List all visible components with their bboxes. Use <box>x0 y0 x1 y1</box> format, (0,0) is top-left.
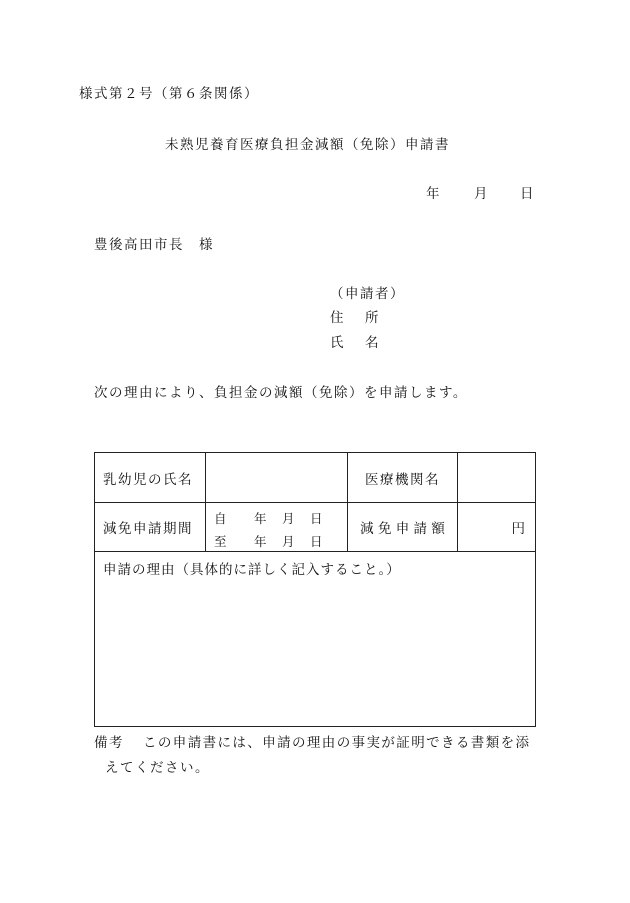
period-from-prefix: 自 <box>214 511 227 526</box>
amount-unit: 円 <box>511 521 525 537</box>
institution-label: 医療機関名 <box>348 453 458 503</box>
request-statement: 次の理由により、負担金の減額（免除）を申請します。 <box>94 385 468 401</box>
period-from <box>214 509 323 527</box>
date-day-label: 日 <box>520 186 534 202</box>
period-from-day: 日 <box>310 511 323 526</box>
document-title: 未熟児養育医療負担金減額（免除）申請書 <box>165 137 450 153</box>
period-to-month: 月 <box>282 534 295 549</box>
date-month-label: 月 <box>474 186 488 202</box>
table-row-reason <box>95 552 536 727</box>
period-field[interactable] <box>206 503 348 552</box>
period-to-year: 年 <box>254 534 267 549</box>
amount-label: 減 免 申 請 額 <box>348 503 458 552</box>
institution-field[interactable] <box>458 453 536 503</box>
period-to <box>214 532 323 550</box>
period-label: 減免申請期間 <box>95 503 206 552</box>
period-from-year: 年 <box>254 511 267 526</box>
addressee: 豊後高田市長 様 <box>94 237 214 253</box>
reason-field[interactable] <box>95 552 536 727</box>
reason-label: 申請の理由（具体的に詳しく記入すること。） <box>103 562 401 578</box>
remarks-label: 備考 <box>94 735 124 751</box>
amount-field[interactable] <box>458 503 536 552</box>
remarks-line-1: この申請書には、申請の理由の事実が証明できる書類を添 <box>143 735 531 751</box>
date-year-label: 年 <box>426 186 440 202</box>
child-name-field[interactable] <box>206 453 348 503</box>
remarks-line-2: えてください。 <box>105 760 210 776</box>
table-row-child <box>95 453 536 503</box>
table-row-period <box>95 503 536 552</box>
period-from-month: 月 <box>282 511 295 526</box>
applicant-heading: （申請者） <box>330 286 405 302</box>
form-number: 様式第２号（第６条関係） <box>79 86 259 102</box>
period-to-day: 日 <box>310 534 323 549</box>
child-name-label: 乳幼児の氏名 <box>95 453 206 503</box>
applicant-name-label: 氏 名 <box>330 335 383 351</box>
application-table <box>94 452 536 727</box>
applicant-address-label: 住 所 <box>330 310 383 326</box>
period-to-prefix: 至 <box>214 534 227 549</box>
